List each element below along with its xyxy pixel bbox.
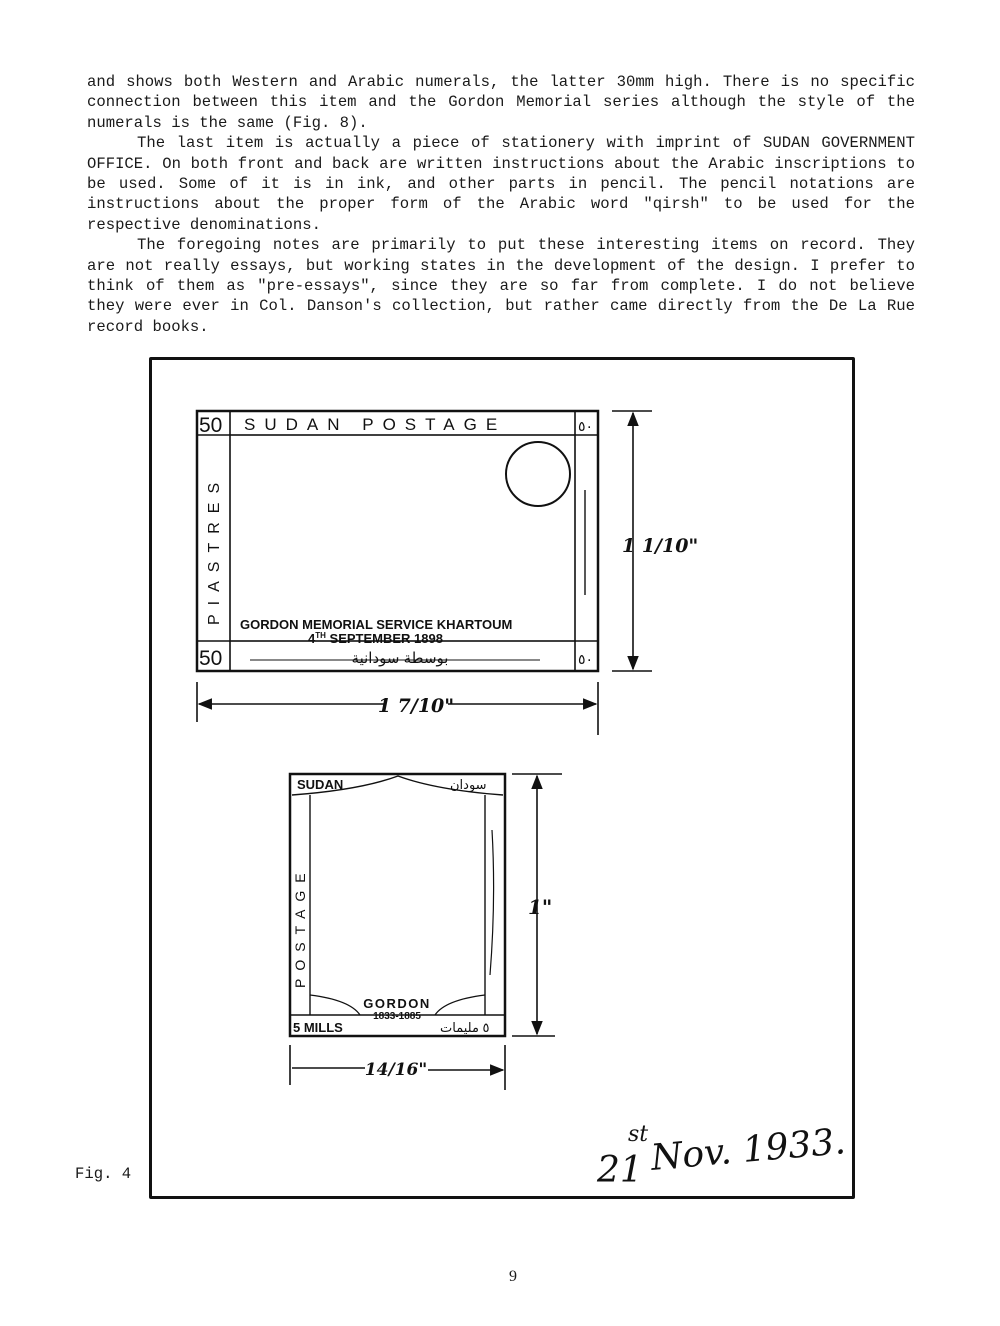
stamp1-side-text: PIASTRES <box>206 473 223 625</box>
paragraph-1: and shows both Western and Arabic numerals, the latter 30mm high. There is no specific connection between this item and the Gordon Memorial series although the style of the numerals is the same (Fig. 8). <box>87 73 915 132</box>
date-month-year: Nov. 1933. <box>649 1121 848 1179</box>
stamp2-width-label: 14/16" <box>364 1060 428 1080</box>
stamp2-value: 5 MILLS <box>293 1020 343 1035</box>
paragraph-2: The last item is actually a piece of stationery with imprint of SUDAN GOVERNMENT OFFICE. On both front and back are written instructions about the Arabic inscriptions to be used. Some of it is in ink, and other parts in pencil. The pencil notations are instructions about the proper form of the Arabic word "qirsh" to be used for the respective denominations. <box>87 134 915 234</box>
stamp1-arabic-value-tr: ٥٠ <box>578 418 594 434</box>
stamp1-memorial-line1: GORDON MEMORIAL SERVICE KHARTOUM <box>240 617 513 632</box>
stamp2-side-text: POSTAGE <box>292 865 308 988</box>
stamp2-arabic-top: سودان <box>450 777 487 792</box>
stamp1-value-bl: 50 <box>199 647 223 670</box>
page-number: 9 <box>509 1268 517 1285</box>
stamp1-arabic-bottom: بوسطة سودانية <box>351 650 449 667</box>
stamp1-value-tl: 50 <box>199 414 223 437</box>
stamp1-top-text: SUDAN POSTAGE <box>244 415 507 434</box>
stamp2-name: GORDON <box>363 996 431 1011</box>
figure-label: Fig. 4 <box>75 1165 132 1183</box>
stamp1-arabic-value-br: ٥٠ <box>578 651 594 667</box>
stamp2-height-label: 1" <box>528 895 553 919</box>
paragraph-3: The foregoing notes are primarily to put these interesting items on record. They are not really essays, but working states in the development of the design. I prefer to think of them as "pre-essays", since they are so far from complete. I do not believe they were ever in Col. Danson's collection, but rather came directly from the De La Rue record books. <box>87 236 915 336</box>
stamp2-arabic-value: ٥ مليمات <box>440 1020 490 1035</box>
date-suffix: st <box>628 1122 649 1147</box>
stamp1-width-label: 1 7/10" <box>377 695 455 717</box>
stamp2-years: 1833-1885 <box>373 1011 421 1022</box>
date-day: 21 <box>597 1150 643 1191</box>
handwritten-date <box>596 1121 847 1191</box>
stamp2-top-text: SUDAN <box>297 777 344 792</box>
stamp1-height-label: 1 1/10" <box>622 535 699 557</box>
portrait-circle <box>506 442 570 506</box>
stamp1-memorial-line2: 4TH SEPTEMBER 1898 <box>308 631 443 646</box>
